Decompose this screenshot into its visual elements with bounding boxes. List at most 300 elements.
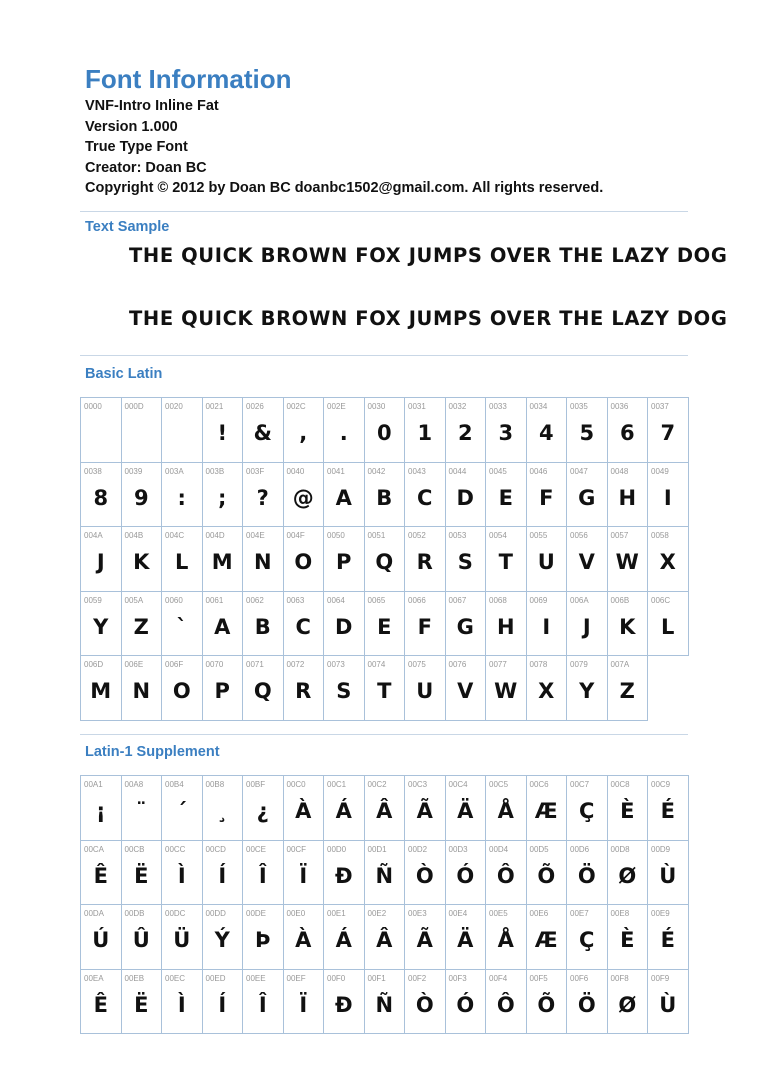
glyph-code: 0061 — [205, 595, 224, 605]
glyph-code: 006B — [610, 595, 630, 605]
glyph-sample: R — [416, 550, 433, 574]
glyph-cell — [243, 592, 284, 657]
glyph-code: 000D — [124, 402, 144, 411]
glyph-cell — [567, 527, 608, 592]
glyph-code: 0060 — [165, 595, 183, 605]
glyph-sample: Í — [218, 863, 227, 888]
glyph-code: 0072 — [286, 660, 305, 669]
glyph-sample: ¡ — [95, 799, 106, 823]
glyph-code: 006F — [165, 660, 184, 669]
glyph-cell — [486, 463, 527, 528]
glyph-sample: E — [377, 614, 392, 639]
glyph-sample: É — [660, 928, 675, 952]
font-info — [85, 96, 603, 199]
basic-latin-heading: Basic Latin — [85, 366, 163, 382]
glyph-sample: ¨ — [136, 799, 147, 823]
glyph-code: 00DA — [84, 909, 105, 918]
glyph-sample: 4 — [538, 421, 554, 445]
glyph-sample: , — [299, 421, 308, 445]
glyph-code: 00ED — [205, 973, 226, 983]
glyph-sample: Z — [619, 679, 635, 703]
glyph-cell — [81, 841, 122, 906]
glyph-code: 0078 — [529, 660, 548, 669]
glyph-cell — [608, 776, 649, 841]
glyph-code: 0034 — [529, 402, 548, 411]
glyph-cell — [284, 841, 325, 906]
glyph-cell — [122, 841, 163, 906]
glyph-code: 00C2 — [367, 780, 387, 789]
glyph-cell — [446, 970, 487, 1035]
glyph-cell — [324, 592, 365, 657]
glyph-sample: N — [132, 679, 151, 703]
glyph-cell — [446, 592, 487, 657]
glyph-code: 0064 — [327, 595, 345, 605]
glyph-sample: Ë — [134, 992, 149, 1017]
glyph-cell — [446, 527, 487, 592]
font-copyright: Copyright © 2012 by Doan BC doanbc1502@gmail.com. All rights reserved. — [85, 180, 604, 197]
glyph-code: 0048 — [610, 466, 629, 476]
glyph-code: 00E3 — [408, 909, 427, 918]
glyph-sample: Ñ — [375, 863, 394, 888]
glyph-code: 00E2 — [367, 909, 387, 918]
glyph-code: 00F0 — [327, 973, 346, 983]
glyph-cell — [162, 841, 203, 906]
glyph-code: 00F9 — [651, 973, 670, 983]
page-title: Font Information — [85, 64, 292, 94]
glyph-sample: U — [416, 679, 434, 703]
glyph-sample: U — [537, 550, 555, 574]
glyph-cell — [203, 592, 244, 657]
glyph-code: 0051 — [367, 531, 386, 540]
glyph-code: 00C3 — [408, 780, 428, 789]
glyph-cell — [405, 841, 446, 906]
glyph-sample: P — [336, 550, 352, 574]
glyph-cell — [608, 656, 649, 721]
glyph-sample: Õ — [537, 863, 556, 888]
glyph-cell — [203, 398, 244, 463]
glyph-sample: S — [457, 550, 473, 574]
glyph-sample: . — [339, 421, 348, 445]
glyph-cell — [608, 398, 649, 463]
glyph-code: 004A — [84, 531, 103, 540]
glyph-sample: I — [542, 614, 551, 639]
glyph-cell — [81, 398, 122, 463]
glyph-sample: H — [496, 614, 515, 639]
glyph-sample: Ê — [93, 863, 108, 888]
font-creator: Creator: Doan BC — [85, 159, 207, 176]
glyph-cell — [365, 776, 406, 841]
glyph-code: 004D — [205, 531, 225, 540]
glyph-sample: É — [660, 799, 675, 823]
glyph-cell — [324, 398, 365, 463]
glyph-code: 00B8 — [205, 780, 225, 789]
glyph-sample: ? — [256, 485, 269, 510]
glyph-code: 00E4 — [448, 909, 468, 918]
glyph-cell — [122, 656, 163, 721]
glyph-code: 0074 — [367, 660, 386, 669]
glyph-sample: : — [177, 485, 186, 510]
glyph-cell — [81, 970, 122, 1035]
glyph-sample: Ò — [415, 992, 434, 1017]
glyph-cell — [648, 463, 689, 528]
glyph-cell — [405, 776, 446, 841]
glyph-sample: Y — [93, 614, 109, 639]
glyph-sample: Ù — [659, 992, 677, 1017]
glyph-cell — [284, 905, 325, 970]
glyph-cell — [203, 776, 244, 841]
glyph-sample: Z — [133, 614, 149, 639]
glyph-cell — [324, 656, 365, 721]
glyph-sample: Â — [376, 928, 393, 952]
glyph-cell — [324, 905, 365, 970]
glyph-sample: P — [214, 679, 230, 703]
glyph-sample: S — [336, 679, 352, 703]
glyph-cell — [365, 656, 406, 721]
divider — [80, 211, 688, 212]
glyph-code: 006C — [651, 595, 671, 605]
glyph-code: 0044 — [448, 466, 467, 476]
glyph-sample: X — [538, 679, 555, 703]
glyph-sample: Ü — [173, 928, 191, 952]
glyph-cell — [324, 776, 365, 841]
glyph-sample: O — [172, 679, 191, 703]
glyph-sample: Ì — [177, 992, 186, 1017]
glyph-sample: Ë — [134, 863, 149, 888]
glyph-cell — [486, 398, 527, 463]
glyph-code: 00CB — [124, 844, 145, 854]
glyph-code: 0047 — [570, 466, 588, 476]
glyph-sample: R — [295, 679, 312, 703]
glyph-sample: Å — [497, 928, 514, 952]
glyph-sample: Ô — [496, 863, 515, 888]
glyph-sample: Ä — [457, 928, 474, 952]
glyph-sample: Õ — [537, 992, 556, 1017]
glyph-sample: V — [457, 679, 474, 703]
glyph-sample: Á — [335, 799, 352, 823]
glyph-sample: G — [456, 614, 474, 639]
glyph-sample: 2 — [457, 421, 473, 445]
font-version: Version 1.000 — [85, 118, 178, 135]
glyph-code: 004B — [124, 531, 144, 540]
glyph-cell — [243, 841, 284, 906]
glyph-code: 0068 — [489, 595, 507, 605]
glyph-code: 0032 — [448, 402, 467, 411]
glyph-cell — [122, 970, 163, 1035]
glyph-cell — [243, 970, 284, 1035]
glyph-code: 0021 — [205, 402, 224, 411]
glyph-sample: C — [417, 485, 433, 510]
glyph-sample: 3 — [498, 421, 514, 445]
glyph-sample: H — [618, 485, 637, 510]
glyph-code: 00D5 — [529, 844, 549, 854]
glyph-code: 00D2 — [408, 844, 428, 854]
glyph-cell — [486, 970, 527, 1035]
glyph-cell — [527, 776, 568, 841]
glyph-cell — [446, 841, 487, 906]
glyph-code: 00DE — [246, 909, 267, 918]
glyph-sample: È — [620, 799, 635, 823]
glyph-code: 00C1 — [327, 780, 347, 789]
glyph-code: 0000 — [84, 402, 102, 411]
glyph-cell — [122, 776, 163, 841]
glyph-cell — [446, 398, 487, 463]
glyph-cell — [81, 592, 122, 657]
glyph-sample: T — [377, 679, 392, 703]
glyph-sample: Ö — [577, 992, 596, 1017]
glyph-cell — [81, 463, 122, 528]
glyph-sample: I — [663, 485, 672, 510]
glyph-code: 00E8 — [610, 909, 630, 918]
glyph-cell — [567, 905, 608, 970]
glyph-sample: ! — [217, 421, 228, 445]
glyph-sample: O — [294, 550, 313, 574]
glyph-cell — [122, 905, 163, 970]
glyph-sample: Ø — [618, 992, 637, 1017]
glyph-code: 0076 — [448, 660, 467, 669]
glyph-cell — [446, 656, 487, 721]
glyph-sample: Í — [218, 992, 227, 1017]
text-sample-heading: Text Sample — [85, 219, 170, 235]
glyph-sample: ` — [176, 614, 187, 639]
glyph-cell — [284, 463, 325, 528]
glyph-sample: 5 — [579, 421, 595, 445]
glyph-code: 00A8 — [124, 780, 144, 789]
glyph-sample: Y — [579, 679, 595, 703]
glyph-code: 0071 — [246, 660, 264, 669]
glyph-code: 0031 — [408, 402, 426, 411]
glyph-sample: M — [90, 679, 112, 703]
glyph-code: 0046 — [529, 466, 548, 476]
glyph-code: 0075 — [408, 660, 426, 669]
glyph-cell — [486, 592, 527, 657]
glyph-cell — [527, 592, 568, 657]
glyph-sample: @ — [292, 485, 314, 510]
glyph-cell — [365, 905, 406, 970]
glyph-sample: L — [661, 614, 675, 639]
glyph-sample: Ç — [579, 799, 595, 823]
glyph-code: 00C6 — [529, 780, 549, 789]
glyph-code: 00D0 — [327, 844, 347, 854]
glyph-sample: Ó — [456, 863, 475, 888]
glyph-code: 004E — [246, 531, 265, 540]
glyph-sample: D — [335, 614, 353, 639]
glyph-sample: F — [539, 485, 554, 510]
divider — [80, 734, 688, 735]
glyph-sample: 9 — [133, 485, 149, 510]
glyph-code: 00EB — [124, 973, 145, 983]
glyph-sample: Đ — [334, 863, 353, 888]
glyph-code: 0069 — [529, 595, 548, 605]
glyph-cell — [648, 841, 689, 906]
glyph-cell — [243, 656, 284, 721]
glyph-code: 00CE — [246, 844, 267, 854]
glyph-sample: Ê — [93, 992, 108, 1017]
glyph-cell — [365, 398, 406, 463]
glyph-code: 0037 — [651, 402, 669, 411]
glyph-cell — [527, 905, 568, 970]
glyph-sample: T — [498, 550, 513, 574]
glyph-cell — [648, 970, 689, 1035]
glyph-code: 00E9 — [651, 909, 670, 918]
glyph-code: 0079 — [570, 660, 588, 669]
glyph-cell — [405, 463, 446, 528]
glyph-sample: W — [615, 550, 639, 574]
glyph-code: 00C8 — [610, 780, 630, 789]
glyph-cell — [648, 905, 689, 970]
glyph-sample: Å — [497, 799, 514, 823]
font-name: VNF-Intro Inline Fat — [85, 98, 219, 114]
glyph-code: 0020 — [165, 402, 183, 411]
glyph-code: 00CA — [84, 844, 105, 854]
glyph-code: 0066 — [408, 595, 426, 605]
glyph-code: 0035 — [570, 402, 588, 411]
glyph-cell — [122, 463, 163, 528]
glyph-cell — [81, 527, 122, 592]
glyph-code: 00F3 — [448, 973, 467, 983]
glyph-sample: Ï — [299, 863, 308, 888]
glyph-cell — [162, 592, 203, 657]
glyph-code: 00E5 — [489, 909, 508, 918]
glyph-code: 0073 — [327, 660, 345, 669]
glyph-sample: N — [253, 550, 272, 574]
glyph-code: 00F1 — [367, 973, 386, 983]
glyph-cell — [324, 463, 365, 528]
glyph-code: 00C0 — [286, 780, 306, 789]
glyph-cell — [365, 463, 406, 528]
glyph-code: 00B4 — [165, 780, 184, 789]
glyph-code: 00F5 — [529, 973, 548, 983]
glyph-code: 006D — [84, 660, 104, 669]
glyph-cell — [162, 463, 203, 528]
glyph-code: 0067 — [448, 595, 467, 605]
glyph-cell — [122, 527, 163, 592]
glyph-cell — [203, 463, 244, 528]
latin1-heading: Latin-1 Supplement — [85, 744, 220, 760]
glyph-code: 004C — [165, 531, 185, 540]
glyph-code: 00F2 — [408, 973, 427, 983]
glyph-code: 00D9 — [651, 844, 671, 854]
glyph-code: 00C7 — [570, 780, 590, 789]
glyph-cell — [203, 527, 244, 592]
glyph-sample: K — [619, 614, 636, 639]
glyph-cell — [405, 970, 446, 1035]
glyph-sample: Ã — [416, 799, 433, 823]
glyph-sample: M — [211, 550, 233, 574]
glyph-code: 00A1 — [84, 780, 103, 789]
glyph-sample: D — [456, 485, 474, 510]
glyph-code: 00E1 — [327, 909, 346, 918]
glyph-sample: & — [253, 421, 272, 445]
glyph-sample: G — [578, 485, 596, 510]
glyph-sample: L — [175, 550, 189, 574]
glyph-cell — [486, 841, 527, 906]
glyph-cell — [365, 592, 406, 657]
glyph-cell — [405, 398, 446, 463]
glyph-cell — [405, 527, 446, 592]
glyph-sample: Ô — [496, 992, 515, 1017]
glyph-code: 006A — [570, 595, 589, 605]
glyph-cell — [527, 970, 568, 1035]
glyph-cell — [162, 970, 203, 1035]
glyph-sample: 6 — [619, 421, 635, 445]
glyph-sample: V — [578, 550, 595, 574]
glyph-code: 00EC — [165, 973, 186, 983]
glyph-code: 0077 — [489, 660, 507, 669]
glyph-cell — [162, 398, 203, 463]
glyph-sample: Ì — [177, 863, 186, 888]
glyph-cell — [284, 398, 325, 463]
glyph-code: 002E — [327, 402, 346, 411]
glyph-code: 0038 — [84, 466, 102, 476]
text-sample-line: THE QUICK BROWN FOX JUMPS OVER THE LAZY DOG — [129, 244, 728, 267]
glyph-sample: ; — [218, 485, 227, 510]
glyph-cell — [527, 527, 568, 592]
glyph-code: 0062 — [246, 595, 264, 605]
glyph-code: 00D8 — [610, 844, 630, 854]
glyph-cell — [243, 905, 284, 970]
glyph-sample: Û — [132, 928, 150, 952]
glyph-cell — [446, 776, 487, 841]
glyph-cell — [405, 905, 446, 970]
glyph-cell — [203, 656, 244, 721]
glyph-code: 0033 — [489, 402, 507, 411]
glyph-sample: B — [254, 614, 271, 639]
glyph-cell — [284, 776, 325, 841]
text-sample-line: THE QUICK BROWN FOX JUMPS OVER THE LAZY DOG — [129, 307, 728, 330]
glyph-cell — [81, 776, 122, 841]
glyph-code: 00EE — [246, 973, 266, 983]
glyph-code: 00CC — [165, 844, 186, 854]
glyph-code: 0059 — [84, 595, 102, 605]
glyph-code: 0039 — [124, 466, 143, 476]
glyph-code: 00DD — [205, 909, 226, 918]
glyph-code: 00D6 — [570, 844, 590, 854]
glyph-code: 00CD — [205, 844, 226, 854]
glyph-code: 00EF — [286, 973, 306, 983]
glyph-sample: Ä — [457, 799, 474, 823]
glyph-code: 005A — [124, 595, 144, 605]
glyph-sample: 7 — [660, 421, 676, 445]
glyph-sample: 1 — [417, 421, 433, 445]
glyph-sample: J — [582, 614, 591, 639]
glyph-cell — [162, 527, 203, 592]
glyph-cell — [324, 527, 365, 592]
glyph-cell — [122, 398, 163, 463]
glyph-cell — [243, 776, 284, 841]
glyph-code: 0036 — [610, 402, 629, 411]
glyph-code: 0054 — [489, 531, 507, 540]
glyph-code: 003B — [205, 466, 225, 476]
glyph-sample: ¿ — [256, 799, 269, 823]
glyph-sample: Ù — [659, 863, 677, 888]
glyph-cell — [648, 592, 689, 657]
glyph-code: 00E0 — [286, 909, 306, 918]
glyph-sample: Â — [376, 799, 393, 823]
glyph-cell — [567, 656, 608, 721]
glyph-cell — [527, 398, 568, 463]
glyph-cell — [527, 841, 568, 906]
glyph-sample: Æ — [534, 799, 558, 823]
glyph-cell — [486, 905, 527, 970]
glyph-code: 00EA — [84, 973, 104, 983]
glyph-cell — [324, 970, 365, 1035]
divider — [80, 355, 688, 356]
glyph-sample: Á — [335, 928, 352, 952]
glyph-cell — [527, 463, 568, 528]
glyph-sample: ´ — [176, 799, 187, 823]
glyph-cell — [284, 592, 325, 657]
glyph-sample: J — [96, 550, 105, 574]
